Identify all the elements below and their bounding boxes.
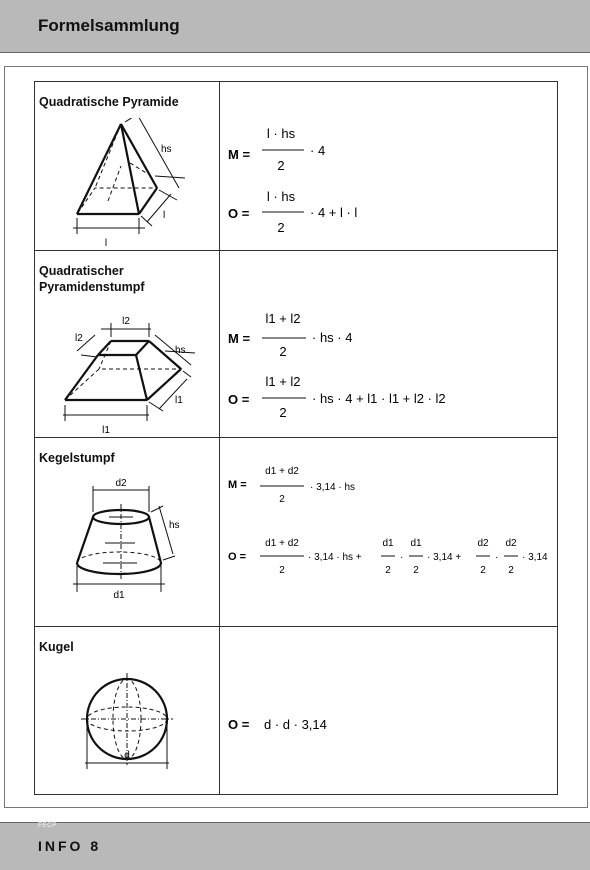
formula-lhs: O = <box>228 551 247 563</box>
page-footer <box>0 822 590 870</box>
formula-lhs: O = <box>228 392 250 407</box>
operator-dot: · <box>400 552 404 563</box>
row-kugel <box>35 627 557 794</box>
formula-block <box>220 251 557 437</box>
formula-block <box>220 627 557 794</box>
fraction-denominator: 2 <box>413 565 419 576</box>
fraction-denominator: 2 <box>480 565 486 576</box>
row-kegelstumpf <box>35 438 557 627</box>
formula-cell <box>220 438 557 626</box>
sphere-figure <box>35 667 219 794</box>
figure-cell <box>35 82 220 250</box>
page-header <box>0 0 590 53</box>
formula-lhs: O = <box>228 206 250 221</box>
base-length-label: l1 <box>102 425 110 436</box>
footer-label: INFO 8 <box>38 838 102 854</box>
formula-numerator: d1 + d2 <box>265 466 299 477</box>
formula-lhs: M = <box>228 331 251 346</box>
base-length-label: l <box>104 238 108 249</box>
row-title: Kugel <box>39 640 74 654</box>
formula-rest: · 3,14 · hs + <box>308 552 362 563</box>
figure-cell <box>35 627 220 794</box>
formula-table <box>34 81 558 795</box>
row-title-line: Pyramidenstumpf <box>39 280 145 294</box>
top-side-label: l2 <box>75 333 83 344</box>
fraction-numerator: d2 <box>505 538 517 549</box>
formula-numerator: l · hs <box>266 189 296 204</box>
formula-denominator: 2 <box>277 158 285 173</box>
figure-cell <box>35 438 220 626</box>
base-diameter-label: d1 <box>113 590 125 601</box>
formula-rest: · hs · 4 <box>312 330 353 345</box>
pyramid-figure <box>35 118 219 250</box>
formula-lhs: O = <box>228 717 250 732</box>
formula-denominator: 2 <box>279 405 287 420</box>
row-quadratischer-pyramidenstumpf <box>35 251 557 438</box>
cone-frustum-figure <box>35 476 219 626</box>
formula-denominator: 2 <box>279 344 287 359</box>
side-length-label: l1 <box>175 395 183 406</box>
formula-numerator: l · hs <box>266 126 296 141</box>
formula-denominator: 2 <box>279 494 285 505</box>
slant-height-label: hs <box>161 144 172 155</box>
formula-numerator: d1 + d2 <box>265 538 299 549</box>
operator-mid: · 3,14 + <box>427 552 462 563</box>
slant-height-label: hs <box>169 520 180 531</box>
formula-numerator: l1 + l2 <box>265 374 301 389</box>
row-quadratische-pyramide <box>35 82 557 251</box>
side-length-label: l <box>163 210 166 221</box>
formula-lhs: M = <box>228 147 251 162</box>
formula-block <box>220 438 557 626</box>
formula-denominator: 2 <box>277 220 285 235</box>
diameter-label: d <box>124 750 130 761</box>
formula-rest: · hs · 4 + l1 · l1 + l2 · l2 <box>312 391 446 406</box>
formula-rest: · 3,14 · hs <box>310 482 356 493</box>
page-title: Formelsammlung <box>38 16 180 35</box>
row-title <box>39 263 145 295</box>
formula-end: · 3,14 <box>522 552 548 563</box>
fraction-numerator: d2 <box>477 538 489 549</box>
row-title-line: Quadratischer <box>39 264 124 278</box>
top-length-label: l2 <box>122 316 130 327</box>
row-title: Quadratische Pyramide <box>39 95 179 109</box>
frustum-pyramid-figure <box>35 299 219 437</box>
fraction-numerator: d1 <box>382 538 394 549</box>
formula-rest: · 4 <box>310 143 326 158</box>
fraction-numerator: d1 <box>410 538 422 549</box>
formula-cell <box>220 627 557 794</box>
footer-stamp: FECP <box>38 822 57 829</box>
operator-dot: · <box>495 552 499 563</box>
top-diameter-label: d2 <box>115 478 127 489</box>
formula-cell <box>220 251 557 437</box>
formula-numerator: l1 + l2 <box>265 311 301 326</box>
formula-block <box>220 82 557 250</box>
slant-height-label: hs <box>175 345 186 356</box>
row-title: Kegelstumpf <box>39 451 115 465</box>
formula-rest: · 4 + l · l <box>310 205 358 220</box>
fraction-denominator: 2 <box>508 565 514 576</box>
formula-denominator: 2 <box>279 565 285 576</box>
formula-cell <box>220 82 557 250</box>
fraction-denominator: 2 <box>385 565 391 576</box>
figure-cell <box>35 251 220 437</box>
formula-lhs: M = <box>228 479 247 491</box>
formula-expression: d · d · 3,14 <box>264 717 327 732</box>
